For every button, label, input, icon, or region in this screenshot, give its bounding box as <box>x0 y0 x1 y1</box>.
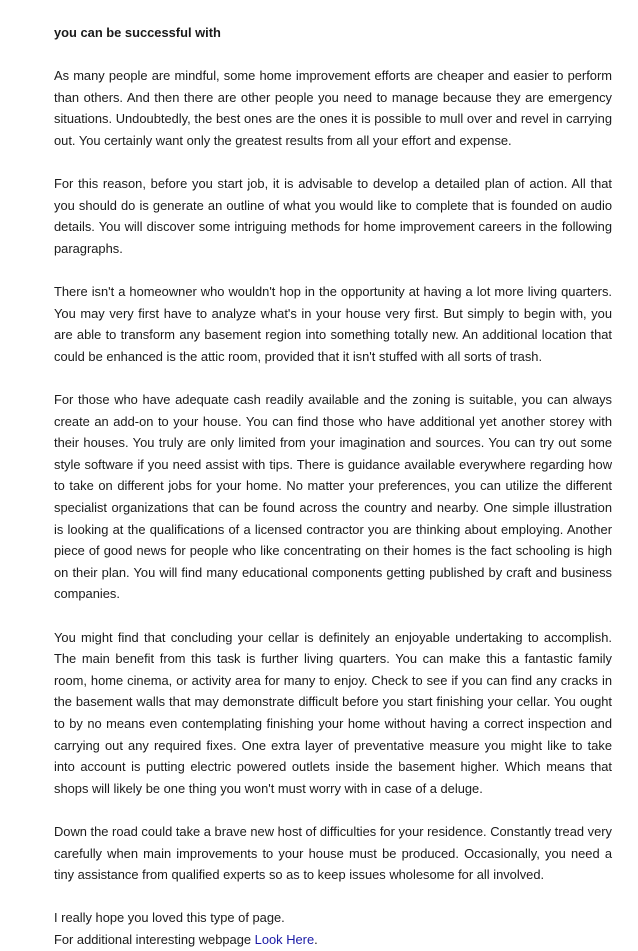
paragraph-future: Down the road could take a brave new host of difficulties for your residence. Constantly tread very carefully when main improvements to your house must be produced. Occasionally, you need a tiny assistance from qualified experts so as to keep issues wholesome for all involved. <box>54 823 612 883</box>
closing-line-1: I really hope you loved this type of page. <box>54 910 285 926</box>
paragraph-plan: For this reason, before you start job, it is advisable to develop a detailed plan of action. All that you should do is generate an outline of what you would like to complete that is founded on audio details. You will discover some intriguing methods for home improvement careers in the following paragraphs. <box>54 176 612 256</box>
document-heading: you can be successful with <box>54 25 221 40</box>
paragraph-intro: As many people are mindful, some home improvement efforts are cheaper and easier to perform than others. And then there are other people you need to manage because they are emergency situations. Undoubtedly, the best ones are the ones it is possible to mull over and revel in carrying out. You certainly want only the greatest results from all your effort and expense. <box>54 68 612 148</box>
closing-line-2-suffix: . <box>314 931 318 947</box>
look-here-link[interactable]: Look Here <box>254 931 315 947</box>
paragraph-cellar: You might find that concluding your cellar is definitely an enjoyable undertaking to accomplish. The main benefit from this task is further living quarters. You can make this a fantastic family room, home cinema, or activity area for many to enjoy. Check to see if you can find any cracks in the basement walls that may demonstrate difficult before you start finishing your cellar. You ought to by no means even contemplating finishing your home without having a correct inspection and carrying out any required fixes. One extra layer of preventative measure you might like to take into account is putting electric powered outlets inside the basement higher. Which means that shops will likely be one thing you won't must worry with in case of a deluge. <box>54 629 612 796</box>
document-page <box>54 22 612 951</box>
paragraph-living-quarters: There isn't a homeowner who wouldn't hop in the opportunity at having a lot more living quarters. You may very first have to analyze what's in your house very first. But simply to begin with, you are able to transform any basement region into something totally new. An additional location that could be enhanced is the attic room, provided that it isn't stuffed with all sorts of trash. <box>54 284 612 364</box>
closing-line-2 <box>54 929 612 951</box>
closing-line-2-prefix: For additional interesting webpage <box>54 931 255 947</box>
paragraph-add-on: For those who have adequate cash readily available and the zoning is suitable, you can always create an add-on to your house. You can find those who have additional yet another storey with their houses. You truly are only limited from your imagination and sources. You can try out some style software if you need assist with tips. There is guidance available everywhere regarding how to take on different jobs for your home. No matter your preferences, you can utilize the different specialist organizations that can be found across the country and nearby. One simple illustration is looking at the qualifications of a licensed contractor you are thinking about employing. Another piece of good news for people who like concentrating on their homes is the fact schooling is high on their plan. You will find many educational components getting published by craft and business companies. <box>54 392 612 602</box>
